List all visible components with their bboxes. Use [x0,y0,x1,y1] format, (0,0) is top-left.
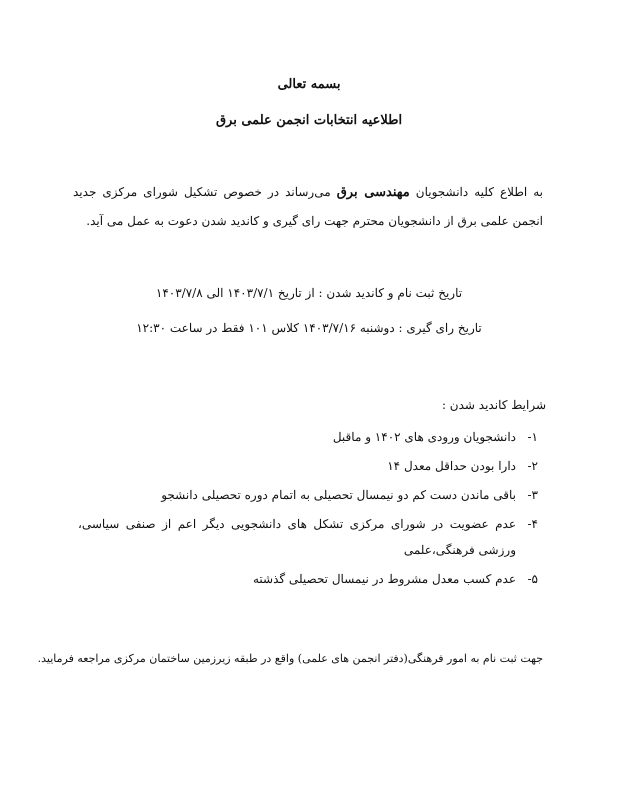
condition-number: ۲- [527,459,538,473]
condition-item [78,482,538,508]
condition-number: ۳- [527,488,538,502]
intro-field-name: مهندسی برق [336,185,410,200]
condition-item [78,566,538,592]
condition-text: عدم عضویت در شورای مرکزی تشکل های دانشجویی دیگر اعم از صنفی سیاسی، ورزشی فرهنگی،علمی [78,517,516,557]
condition-text: باقی ماندن دست کم دو نیمسال تحصیلی به اتمام دوره تحصیلی دانشجو [161,488,516,502]
condition-text: دارا بودن حداقل معدل ۱۴ [387,459,516,473]
announcement-title: اطلاعیه انتخابات انجمن علمی برق [215,113,403,128]
conditions-list [78,424,538,595]
condition-number: ۱- [527,430,538,444]
intro-text-end: می‌رساند در خصوص تشکیل شورای مرکزی جدید انجمن علمی برق از دانشجویان محترم جهت رای گیری و کاندید شدن دعوت به عمل می آید. [73,185,543,228]
condition-text: دانشجویان ورودی های ۱۴۰۲ و ماقبل [332,430,516,444]
condition-number: ۵- [527,572,538,586]
conditions-title: شرایط کاندید شدن : [441,398,546,412]
registration-date-line: تاریخ ثبت نام و کاندید شدن : از تاریخ ۱۴۰۳/۷/۱ الی ۱۴۰۳/۷/۸ [155,286,463,300]
condition-item [78,511,538,563]
condition-text: عدم کسب معدل مشروط در نیمسال تحصیلی گذشته [253,572,516,586]
condition-item [78,453,538,479]
intro-paragraph [73,178,543,236]
invocation-heading: بسمه تعالی [277,77,341,92]
intro-text-start: به اطلاع کلیه دانشجویان [409,185,544,199]
condition-item [78,424,538,450]
registration-location-note: جهت ثبت نام به امور فرهنگی(دفتر انجمن های علمی) واقع در طبقه زیرزمین ساختمان مرکزی مراجعه فرمایید. [37,652,543,665]
condition-number: ۴- [527,517,538,531]
voting-date-line: تاریخ رای گیری : دوشنبه ۱۴۰۳/۷/۱۶ کلاس ۱۰۱ فقط در ساعت ۱۲:۳۰ [136,321,482,335]
